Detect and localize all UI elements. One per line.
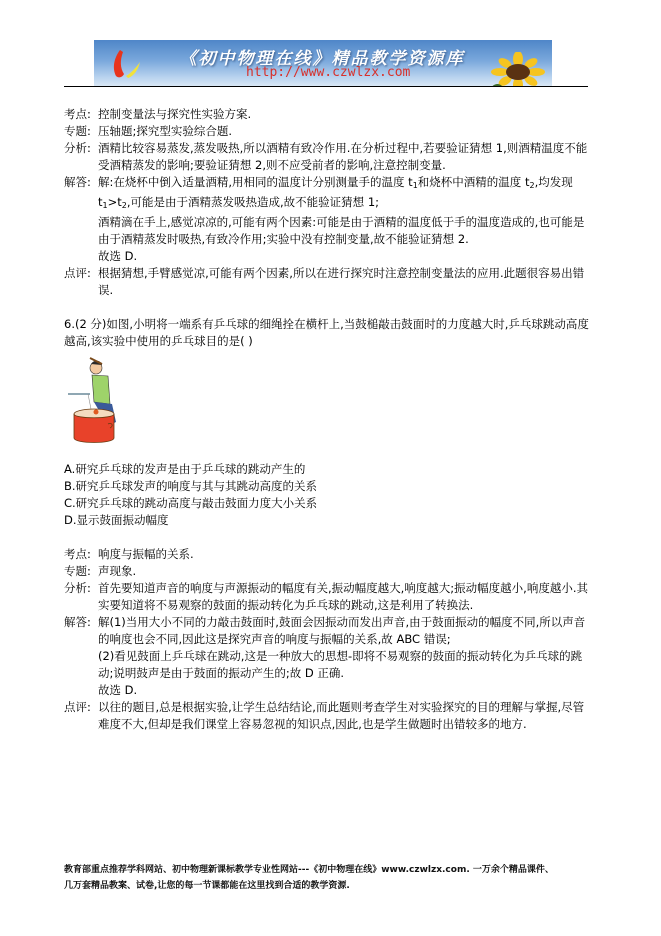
text-jieda [98,614,590,699]
q6-kaodian [64,546,590,563]
label-zhuanti: 专题: [64,564,91,578]
header-divider [64,86,588,87]
label-dianping: 点评: [64,700,91,714]
text-dianping: 以往的题目,总是根据实验,让学生总结结论,而此题则考查学生对实验探究的目的理解与掌握,尽管难度不大,但却是我们课堂上容易忽视的知识点,因此,也是学生做题时出错较多的地方. [98,700,585,731]
jieda-line-3: 故选 D. [98,683,138,697]
text-zhuanti: 压轴题;探究型实验综合题. [98,124,233,138]
text-kaodian: 响度与振幅的关系. [98,547,194,561]
sunflower-icon [484,52,546,86]
q5-kaodian [64,106,590,123]
footer-line-1: 教育部重点推荐学科网站、初中物理新课标教学专业性网站---《初中物理在线》www.czwlzx.com. 一万余个精品课件、 [64,865,554,875]
option-a: A.研究乒乓球的发声是由于乒乓球的跳动产生的 [64,462,306,476]
option-d: D.显示鼓面振动幅度 [64,513,169,527]
text-fenxi: 首先要知道声音的响度与声源振动的幅度有关,振动幅度越大,响度越大;振动幅度越小,响度越小.其实要知道将不易观察的鼓面的振动转化为乒乓球的跳动,这是利用了转换法. [98,581,588,612]
q6-jieda [64,614,590,699]
q5-dianping [64,265,590,299]
label-jieda: 解答: [64,615,91,629]
option-c: C.研究乒乓球的跳动高度与敲击鼓面力度大小关系 [64,496,318,510]
page-footer [64,862,604,894]
text-fenxi: 酒精比较容易蒸发,蒸发吸热,所以酒精有致冷作用.在分析过程中,若要验证猜想 1,则酒精温度不能受酒精蒸发的影响;要验证猜想 2,则不应受前者的影响,注意控制变量. [98,141,588,172]
text-kaodian: 控制变量法与探究性实验方案. [98,107,252,121]
q6-dianping [64,699,590,733]
q5-fenxi [64,140,590,174]
question-6-stem: 6.(2 分)如图,小明将一端系有乒乓球的细绳拴在横杆上,当鼓槌敲击鼓面时的力度越大时,乒乓球跳动高度越高,该实验中使用的乒乓球目的是( ) [64,317,589,348]
banner-title: 《初中物理在线》精品教学资源库 [179,49,465,69]
option-b: B.研究乒乓球发声的响度与其与其跳动高度的关系 [64,479,318,493]
q5-zhuanti [64,123,590,140]
q5-jieda [64,174,590,265]
text-jieda [98,174,590,265]
text-zhuanti: 声现象. [98,564,137,578]
jieda-line-2: 酒精滴在手上,感觉凉凉的,可能有两个因素:可能是由于酒精的温度低于手的温度造成的,也可能是由于酒精蒸发时吸热,有致冷作用;实验中没有控制变量,故不能验证猜想 2. [98,215,585,246]
jieda-line-1: 解:在烧杯中倒入适量酒精,用相同的温度计分别测量手的温度 $t_1$和烧杯中酒精的温度 $t_2$,均发现 $t_1>t_2$,可能是由于酒精蒸发吸热造成,故不能验证猜想 1; [98,175,573,210]
label-fenxi: 分析: [64,581,91,595]
page-content [64,106,590,733]
footer-line-2: 几万套精品教案、试卷,让您的每一节课都能在这里找到合适的教学资源. [64,881,350,891]
label-kaodian: 考点: [64,107,91,121]
label-kaodian: 考点: [64,547,91,561]
drum-figure-icon [68,356,132,448]
jieda-line-1: 解(1)当用大小不同的力敲击鼓面时,鼓面会因振动而发出声音,由于鼓面振动的幅度不同,所以声音的响度也会不同,因此这是探究声音的响度与振幅的关系,故 ABC 错误; [98,615,586,646]
label-fenxi: 分析: [64,141,91,155]
logo-icon [108,48,148,80]
banner-url: http://www.czwlzx.com [246,65,411,80]
header-banner [94,40,552,86]
q6-zhuanti [64,563,590,580]
label-zhuanti: 专题: [64,124,91,138]
label-jieda: 解答: [64,175,91,189]
text-dianping: 根据猜想,手臂感觉凉,可能有两个因素,所以在进行探究时注意控制变量法的应用.此题很容易出错误. [98,266,585,297]
q6-fenxi [64,580,590,614]
jieda-line-3: 故选 D. [98,249,138,263]
jieda-line-2: (2)看见鼓面上乒乓球在跳动,这是一种放大的思想-即将不易观察的鼓面的振动转化为乒乓球的跳动;说明鼓声是由于鼓面的振动产生的;故 D 正确. [98,649,583,680]
label-dianping: 点评: [64,266,91,280]
